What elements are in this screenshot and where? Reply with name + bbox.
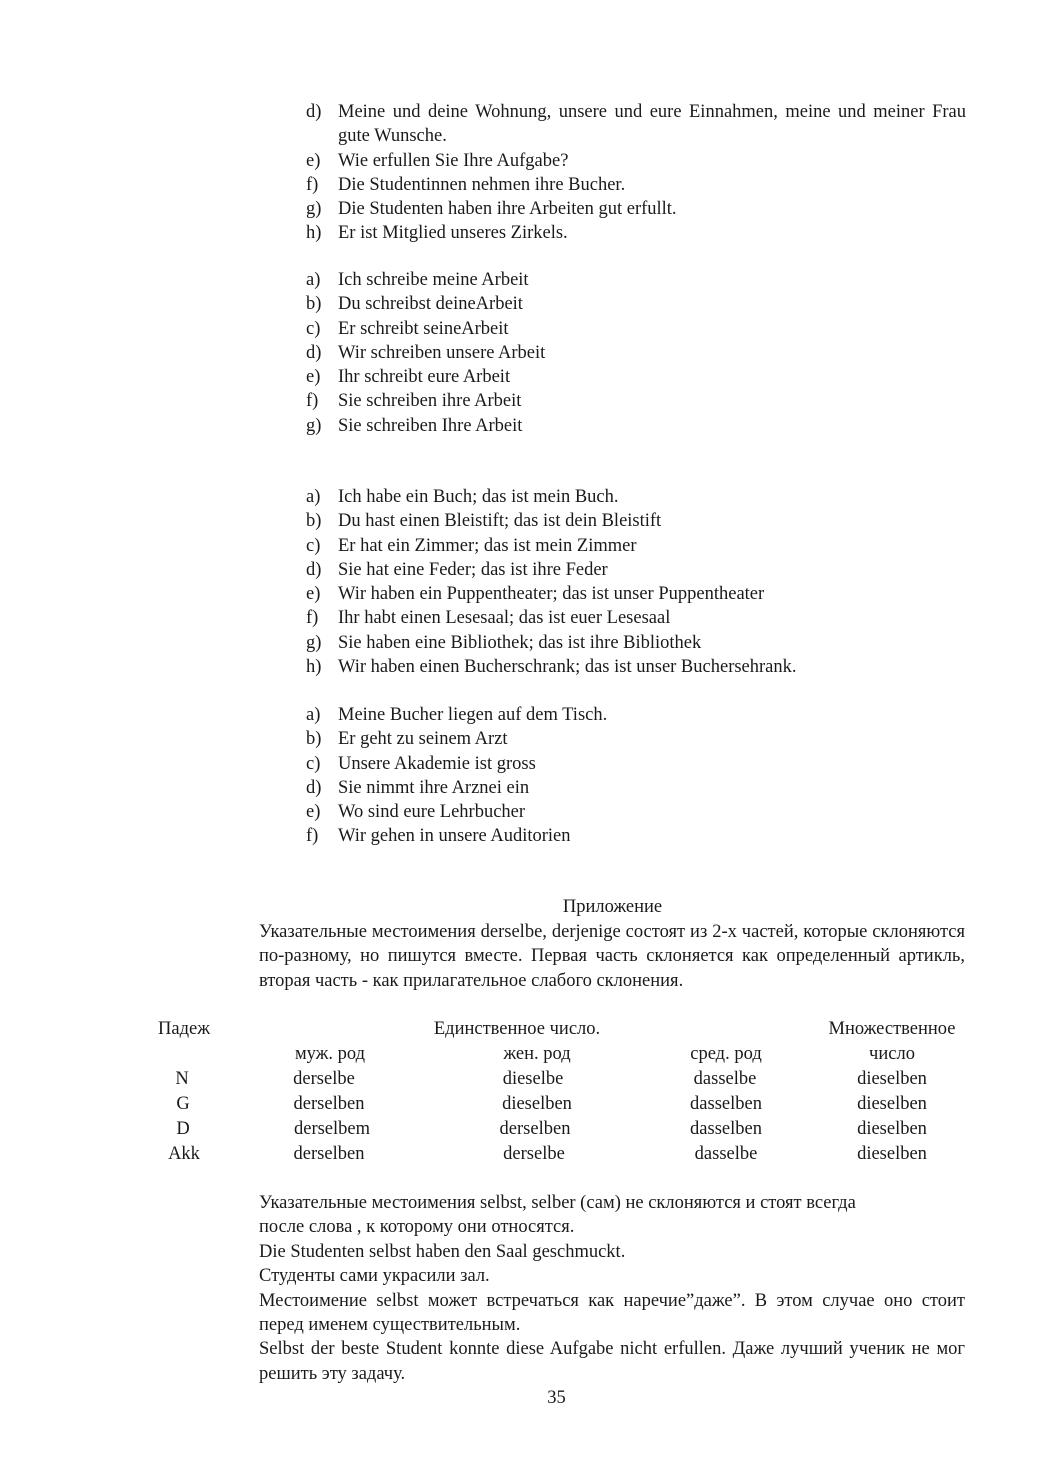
list-item (306, 824, 966, 848)
item-text: Die Studenten haben ihre Arbeiten gut erfullt. (338, 199, 677, 220)
plural-header-line2: число (869, 1044, 915, 1064)
item-text: Sie schreiben ihre Arbeit (338, 391, 522, 412)
table-cell: dieselben (857, 1069, 927, 1089)
item-text: Wir haben einen Bucherschrank; das ist unser Buchersehrank. (338, 657, 797, 678)
item-text: Er hat ein Zimmer; das ist mein Zimmer (338, 535, 637, 556)
item-marker: a) (306, 705, 321, 725)
item-marker: c) (306, 753, 321, 774)
list-item (306, 727, 966, 751)
item-text: Er schreibt seineArbeit (338, 318, 509, 339)
list-item (306, 631, 966, 655)
example-german: Die Studenten selbst haben den Saal geschmuckt. (259, 1241, 626, 1262)
case-label: D (176, 1119, 190, 1139)
item-marker: h) (306, 223, 322, 244)
list-item (306, 485, 966, 509)
item-marker: d) (306, 559, 322, 580)
list-item (306, 173, 966, 197)
table-cell: dasselbe (693, 1069, 757, 1089)
table-cell: dieselben (857, 1094, 927, 1114)
item-text: Er ist Mitglied unseres Zirkels. (338, 223, 568, 244)
table-cell: derselben (499, 1119, 571, 1139)
item-marker: b) (306, 729, 322, 750)
item-marker: e) (306, 584, 321, 605)
exercise-list-4 (306, 703, 966, 849)
table-cell: derselben (293, 1094, 365, 1114)
list-item (306, 100, 966, 149)
plural-header: Множественное (828, 1019, 956, 1039)
list-item (306, 414, 966, 438)
list-item (306, 221, 966, 245)
item-text: Du hast einen Bleistift; das ist dein Bleistift (338, 511, 662, 532)
item-text: Er geht zu seinem Arzt (338, 729, 508, 750)
case-label: G (176, 1094, 190, 1114)
table-cell: dieselben (502, 1094, 572, 1114)
exercise-list-2 (306, 268, 966, 438)
list-item (306, 703, 966, 727)
table-cell: derselbem (293, 1119, 371, 1139)
exercise-list-1 (306, 100, 966, 246)
list-item (306, 582, 966, 606)
item-text: Ihr habt einen Lesesaal; das ist euer Lesesaal (338, 608, 671, 629)
item-marker: e) (306, 367, 321, 388)
note-line: Указательные местоимения selbst, selber (сам) не склоняются и стоят всегда (259, 1193, 856, 1213)
example-russian: Студенты сами украсили зал. (259, 1266, 490, 1287)
singular-header: Единственное число. (433, 1019, 601, 1039)
item-text: Wir haben ein Puppentheater; das ist unser Puppentheater (338, 584, 765, 605)
table-cell: dasselben (690, 1119, 762, 1139)
list-item (306, 534, 966, 558)
table-cell: derselbe (293, 1069, 355, 1089)
item-text: Wir gehen in unsere Auditorien (338, 826, 571, 847)
list-item (306, 558, 966, 582)
table-cell: dieselben (857, 1119, 927, 1139)
item-marker: g) (306, 199, 322, 220)
list-item (306, 317, 966, 341)
gender-header-masculine: муж. род (294, 1044, 366, 1064)
note-line: после слова , к которому они относятся. (259, 1217, 575, 1238)
list-item (306, 606, 966, 630)
item-text: Du schreibst deineArbeit (338, 294, 523, 315)
item-marker: c) (306, 535, 321, 556)
item-text: Wo sind eure Lehrbucher (338, 802, 526, 823)
list-item (306, 752, 966, 776)
item-marker: h) (306, 657, 322, 678)
item-marker: e) (306, 802, 321, 823)
item-marker: f) (306, 608, 319, 629)
list-item (306, 655, 966, 679)
table-cell: derselben (293, 1144, 365, 1164)
page-number: 35 (547, 1388, 566, 1408)
item-text: Die Studentinnen nehmen ihre Bucher. (338, 174, 626, 195)
item-text: Ich schreibe meine Arbeit (338, 270, 529, 290)
list-item (306, 197, 966, 221)
item-marker: f) (306, 391, 319, 412)
list-item (306, 341, 966, 365)
item-marker: d) (306, 342, 322, 363)
table-cell: dieselben (857, 1144, 927, 1164)
list-item (306, 149, 966, 173)
appendix-title: Приложение (562, 897, 663, 917)
list-item (306, 776, 966, 800)
item-marker: d) (306, 102, 322, 122)
item-marker: b) (306, 511, 322, 532)
item-text: Sie haben eine Bibliothek; das ist ihre Bibliothek (338, 632, 702, 653)
declension-table (0, 1017, 1039, 1177)
item-text: Ich habe ein Buch; das ist mein Buch. (338, 487, 619, 507)
item-marker: g) (306, 632, 322, 653)
item-text: Wie erfullen Sie Ihre Aufgabe? (338, 150, 569, 171)
item-marker: f) (306, 826, 319, 847)
example-paragraph: Selbst der beste Student konnte diese Aufgabe nicht erfullen. Даже лучший ученик не мог решить эту задачу. (259, 1339, 965, 1384)
list-item (306, 389, 966, 413)
item-text: Wir schreiben unsere Arbeit (338, 342, 546, 363)
list-item (306, 365, 966, 389)
item-marker: g) (306, 415, 322, 436)
item-text: Ihr schreibt eure Arbeit (338, 367, 511, 388)
note-paragraph: Местоимение selbst может встречаться как наречие”даже”. В этом случае оно стоит перед именем существительным. (259, 1290, 965, 1336)
list-item (306, 292, 966, 316)
appendix-intro: Указательные местоимения derselbe, derjenige состоят из 2-х частей, которые склоняются по-разному, но пишутся вместе. Первая часть склоняется как определенный артикль, вторая часть - как прилагательное слабого склонения. (259, 922, 965, 991)
table-cell: derselbe (503, 1144, 565, 1164)
item-marker: a) (306, 487, 321, 507)
table-cell: dieselbe (502, 1069, 564, 1089)
notes-section (259, 1191, 965, 1386)
item-marker: b) (306, 294, 322, 315)
item-text: Meine und deine Wohnung, unsere und eure Einnahmen, meine und meiner Frau gute Wunsche. (338, 102, 966, 147)
item-text: Sie schreiben Ihre Arbeit (338, 415, 523, 436)
gender-header-feminine: жен. род (503, 1044, 571, 1064)
gender-header-neuter: сред. род (690, 1044, 762, 1064)
table-cell: dasselbe (694, 1144, 758, 1164)
case-label: Akk (168, 1144, 200, 1164)
list-item (306, 800, 966, 824)
case-header: Падеж (158, 1019, 210, 1039)
item-text: Unsere Akademie ist gross (338, 753, 536, 774)
item-marker: f) (306, 174, 319, 195)
list-item (306, 268, 966, 292)
item-marker: e) (306, 150, 321, 171)
table-cell: dasselben (690, 1094, 762, 1114)
item-text: Sie nimmt ihre Arznei ein (338, 777, 530, 798)
item-text: Sie hat eine Feder; das ist ihre Feder (338, 559, 608, 580)
item-marker: d) (306, 777, 322, 798)
exercise-list-3 (306, 485, 966, 679)
item-text: Meine Bucher liegen auf dem Tisch. (338, 705, 608, 725)
item-marker: a) (306, 270, 321, 290)
case-label: N (175, 1069, 189, 1089)
item-marker: c) (306, 318, 321, 339)
list-item (306, 509, 966, 533)
